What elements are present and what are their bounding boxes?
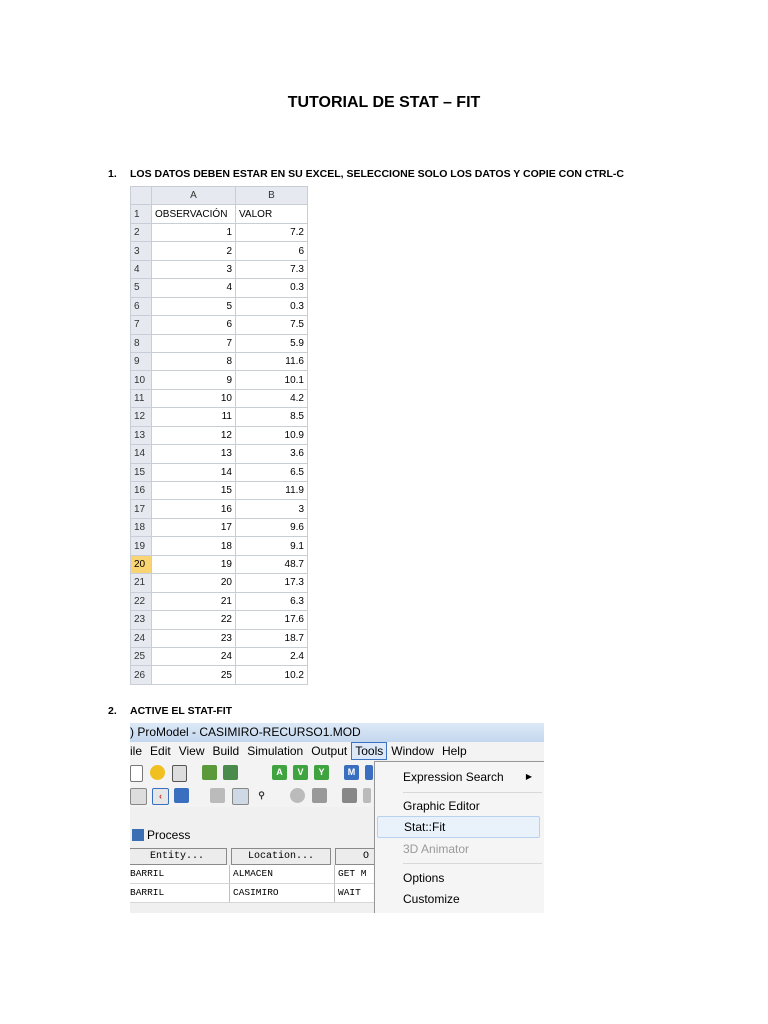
row-header[interactable]: 9 <box>131 352 152 370</box>
menu-help[interactable]: Help <box>441 744 467 758</box>
valor-cell[interactable]: 4.2 <box>236 389 308 407</box>
menu-bar <box>130 742 544 761</box>
table-row[interactable] <box>131 666 308 684</box>
layout-icon[interactable] <box>342 788 357 803</box>
select-all-corner[interactable] <box>131 187 152 205</box>
table-row[interactable] <box>131 426 308 444</box>
step-2-number: 2. <box>108 705 117 717</box>
hand-icon[interactable] <box>312 788 327 803</box>
valor-cell[interactable]: 9.6 <box>236 518 308 536</box>
y-icon[interactable]: Y <box>314 765 329 780</box>
header-cell-valor[interactable]: VALOR <box>236 205 308 223</box>
table-row[interactable] <box>130 884 375 903</box>
observacion-cell[interactable]: 25 <box>152 666 236 684</box>
row-header[interactable]: 15 <box>131 463 152 481</box>
row-header[interactable]: 5 <box>131 279 152 297</box>
location-cell[interactable]: ALMACEN <box>233 868 273 879</box>
menu-simulation[interactable]: Simulation <box>247 744 304 758</box>
table-row[interactable] <box>131 482 308 500</box>
table-row[interactable] <box>131 297 308 315</box>
observacion-cell[interactable]: 7 <box>152 334 236 352</box>
row-header[interactable]: 8 <box>131 334 152 352</box>
valor-cell[interactable]: 5.9 <box>236 334 308 352</box>
menu-separator <box>403 792 542 793</box>
table-row[interactable] <box>131 389 308 407</box>
menu-file[interactable]: ile <box>130 744 143 758</box>
table-row[interactable] <box>131 518 308 536</box>
menu-item-customize[interactable]: Customize <box>403 892 460 906</box>
table-row[interactable] <box>131 445 308 463</box>
table-row[interactable] <box>131 316 308 334</box>
table-row[interactable] <box>131 223 308 241</box>
process-icon <box>132 829 144 841</box>
menu-edit[interactable]: Edit <box>150 744 171 758</box>
step-1-number: 1. <box>108 168 117 180</box>
row-header[interactable]: 12 <box>131 408 152 426</box>
observacion-cell[interactable]: 16 <box>152 500 236 518</box>
row-header[interactable]: 26 <box>131 666 152 684</box>
tool-icon[interactable] <box>223 765 238 780</box>
step-2-text: ACTIVE EL STAT-FIT <box>130 705 233 717</box>
table-row[interactable] <box>131 408 308 426</box>
row-header[interactable]: 2 <box>131 223 152 241</box>
grid-icon[interactable] <box>130 788 147 805</box>
valor-cell[interactable]: 6.5 <box>236 463 308 481</box>
observacion-cell[interactable]: 13 <box>152 445 236 463</box>
a-icon[interactable]: A <box>272 765 287 780</box>
edit-icon[interactable] <box>202 765 217 780</box>
table-row[interactable] <box>131 463 308 481</box>
observacion-cell[interactable]: 2 <box>152 242 236 260</box>
observacion-cell[interactable]: 18 <box>152 537 236 555</box>
valor-cell[interactable]: 2.4 <box>236 647 308 665</box>
column-header-a[interactable]: A <box>152 187 236 205</box>
menu-separator <box>403 863 542 864</box>
row-header[interactable]: 7 <box>131 316 152 334</box>
column-divider <box>229 865 230 883</box>
menu-item-graphic-editor[interactable]: Graphic Editor <box>403 799 480 813</box>
table-row[interactable] <box>131 629 308 647</box>
menu-build[interactable]: Build <box>212 744 240 758</box>
table-row[interactable] <box>131 242 308 260</box>
observacion-cell[interactable]: 11 <box>152 408 236 426</box>
menu-item-options[interactable]: Options <box>403 871 445 885</box>
process-panel-header <box>130 825 372 845</box>
document-title: TUTORIAL DE STAT – FIT <box>287 94 481 111</box>
promodel-window <box>130 723 544 913</box>
row-header[interactable]: 1 <box>131 205 152 223</box>
observacion-cell[interactable]: 24 <box>152 647 236 665</box>
menu-tools[interactable]: Tools <box>351 742 387 760</box>
row-header[interactable]: 25 <box>131 647 152 665</box>
table-row[interactable] <box>131 537 308 555</box>
valor-cell[interactable]: 7.3 <box>236 260 308 278</box>
row-header[interactable]: 21 <box>131 574 152 592</box>
valor-cell[interactable]: 0.3 <box>236 279 308 297</box>
column-divider <box>334 865 335 883</box>
row-header[interactable]: 6 <box>131 297 152 315</box>
table-row[interactable] <box>131 611 308 629</box>
row-header[interactable]: 4 <box>131 260 152 278</box>
save-icon[interactable] <box>172 765 187 782</box>
valor-cell[interactable]: 11.6 <box>236 352 308 370</box>
new-file-icon[interactable] <box>130 765 143 782</box>
observacion-cell[interactable]: 19 <box>152 555 236 573</box>
observacion-cell[interactable]: 12 <box>152 426 236 444</box>
operation-button[interactable]: O <box>335 848 397 865</box>
observacion-cell[interactable]: 6 <box>152 316 236 334</box>
table-row[interactable] <box>131 352 308 370</box>
observacion-cell[interactable]: 21 <box>152 592 236 610</box>
observacion-cell[interactable]: 15 <box>152 482 236 500</box>
tools-dropdown-menu <box>374 761 544 913</box>
menu-item-expression-search[interactable] <box>403 767 540 787</box>
column-header-b[interactable]: B <box>236 187 308 205</box>
more-icon[interactable] <box>365 765 373 780</box>
valor-cell[interactable]: 11.9 <box>236 482 308 500</box>
row-header[interactable]: 19 <box>131 537 152 555</box>
v-icon[interactable]: V <box>293 765 308 780</box>
table-row[interactable] <box>131 555 308 573</box>
m-icon[interactable]: M <box>344 765 359 780</box>
observacion-cell[interactable]: 23 <box>152 629 236 647</box>
menu-output[interactable]: Output <box>311 744 348 758</box>
valor-cell[interactable]: 7.2 <box>236 223 308 241</box>
row-header[interactable]: 20 <box>131 555 152 573</box>
step-2 <box>108 705 232 717</box>
column-divider <box>229 884 230 902</box>
row-header[interactable]: 24 <box>131 629 152 647</box>
observacion-cell[interactable]: 9 <box>152 371 236 389</box>
observacion-cell[interactable]: 8 <box>152 352 236 370</box>
valor-cell[interactable]: 3 <box>236 500 308 518</box>
table-row[interactable] <box>131 500 308 518</box>
search-icon[interactable]: ⚲ <box>258 790 265 800</box>
valor-cell[interactable]: 10.2 <box>236 666 308 684</box>
valor-cell[interactable]: 17.6 <box>236 611 308 629</box>
table-row[interactable] <box>131 279 308 297</box>
observacion-cell[interactable]: 22 <box>152 611 236 629</box>
menu-item-3d-animator: 3D Animator <box>403 842 470 856</box>
observacion-cell[interactable]: 5 <box>152 297 236 315</box>
table-row[interactable] <box>131 574 308 592</box>
row-header[interactable]: 3 <box>131 242 152 260</box>
valor-cell[interactable]: 48.7 <box>236 555 308 573</box>
header-cell-observacion[interactable]: OBSERVACIÓN <box>152 205 236 223</box>
zoom-fit-icon[interactable] <box>232 788 249 805</box>
row-header[interactable]: 23 <box>131 611 152 629</box>
table-row[interactable] <box>131 592 308 610</box>
more-icon-2[interactable] <box>363 788 371 803</box>
column-divider <box>334 884 335 902</box>
submenu-arrow-icon: ▶ <box>525 772 532 781</box>
row-header[interactable]: 11 <box>131 389 152 407</box>
valor-cell[interactable]: 0.3 <box>236 297 308 315</box>
row-header[interactable]: 16 <box>131 482 152 500</box>
home-icon[interactable] <box>174 788 189 803</box>
path-icon[interactable] <box>210 788 225 803</box>
process-panel-title: Process <box>147 828 191 842</box>
chart-icon[interactable]: ‹ <box>152 788 169 805</box>
menu-item-stat-fit[interactable]: Stat::Fit <box>377 816 540 838</box>
observacion-cell[interactable]: 1 <box>152 223 236 241</box>
excel-sheet[interactable] <box>130 186 308 685</box>
observacion-cell[interactable]: 20 <box>152 574 236 592</box>
observacion-cell[interactable]: 14 <box>152 463 236 481</box>
row-header[interactable]: 17 <box>131 500 152 518</box>
valor-cell[interactable]: 6 <box>236 242 308 260</box>
window-title: ) ProModel - CASIMIRO-RECURSO1.MOD <box>130 725 361 739</box>
grid-button-row <box>130 847 375 865</box>
location-button[interactable]: Location... <box>231 848 331 865</box>
open-icon[interactable] <box>150 765 165 780</box>
valor-cell[interactable]: 10.1 <box>236 371 308 389</box>
row-header[interactable]: 18 <box>131 518 152 536</box>
table-row[interactable] <box>130 865 375 884</box>
valor-cell[interactable]: 17.3 <box>236 574 308 592</box>
valor-cell[interactable]: 8.5 <box>236 408 308 426</box>
location-cell[interactable]: CASIMIRO <box>233 887 279 898</box>
process-grid <box>130 847 375 903</box>
table-row[interactable] <box>131 260 308 278</box>
valor-cell[interactable]: 10.9 <box>236 426 308 444</box>
operation-cell[interactable]: GET M <box>338 868 367 879</box>
menu-view[interactable]: View <box>178 744 205 758</box>
observacion-cell[interactable]: 4 <box>152 279 236 297</box>
row-header[interactable]: 22 <box>131 592 152 610</box>
valor-cell[interactable]: 9.1 <box>236 537 308 555</box>
pan-icon[interactable] <box>290 788 305 803</box>
observacion-cell[interactable]: 10 <box>152 389 236 407</box>
valor-cell[interactable]: 6.3 <box>236 592 308 610</box>
valor-cell[interactable]: 18.7 <box>236 629 308 647</box>
entity-button[interactable]: Entity... <box>130 848 227 865</box>
table-row[interactable] <box>131 371 308 389</box>
table-row[interactable] <box>131 334 308 352</box>
entity-cell[interactable]: BARRIL <box>130 868 165 879</box>
observacion-cell[interactable]: 3 <box>152 260 236 278</box>
observacion-cell[interactable]: 17 <box>152 518 236 536</box>
valor-cell[interactable]: 7.5 <box>236 316 308 334</box>
operation-cell[interactable]: WAIT <box>338 887 361 898</box>
row-header[interactable]: 13 <box>131 426 152 444</box>
entity-cell[interactable]: BARRIL <box>130 887 165 898</box>
menu-window[interactable]: Window <box>391 744 434 758</box>
row-header[interactable]: 10 <box>131 371 152 389</box>
valor-cell[interactable]: 3.6 <box>236 445 308 463</box>
menu-item-expression-search-label: Expression Search <box>403 770 504 784</box>
window-title-bar <box>130 723 544 742</box>
step-1-text: LOS DATOS DEBEN ESTAR EN SU EXCEL, SELECCIONE SOLO LOS DATOS Y COPIE CON CTRL-C <box>130 168 624 180</box>
table-row[interactable] <box>131 647 308 665</box>
row-header[interactable]: 14 <box>131 445 152 463</box>
step-1 <box>108 168 624 180</box>
